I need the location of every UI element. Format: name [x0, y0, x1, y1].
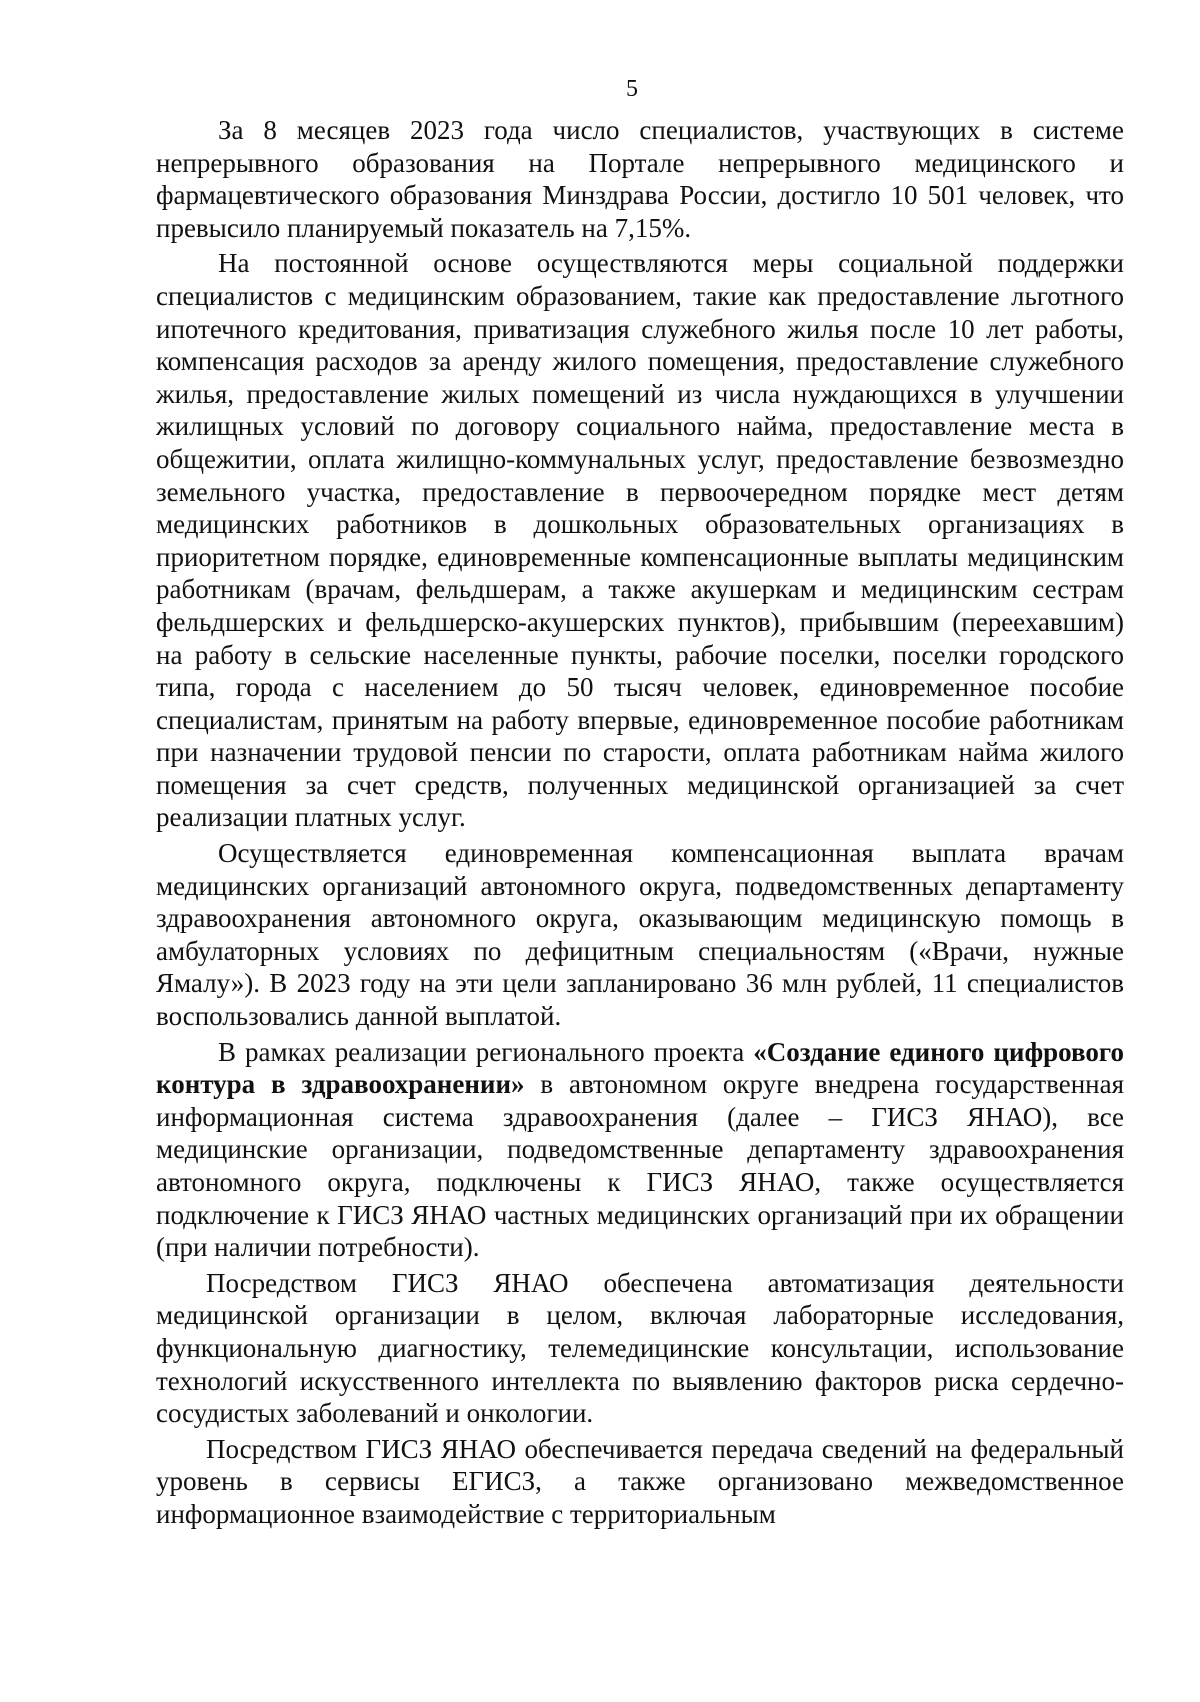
paragraph-data-transfer: Посредством ГИСЗ ЯНАО обеспечивается передача сведений на федеральный уровень в сервисы ЕГИСЗ, а также организовано межведомственное информационное взаимодействие с территориальным: [156, 1433, 1124, 1529]
regional-project-title: «Создание единого цифрового контура в здравоохранении»: [156, 1036, 1124, 1100]
document-body: [156, 114, 1124, 1531]
regional-project-intro: В рамках реализации регионального проекта: [218, 1036, 754, 1067]
paragraph-automation: Посредством ГИСЗ ЯНАО обеспечена автоматизация деятельности медицинской организации в целом, включая лабораторные исследования, функциональную диагностику, телемедицинские консультации, использование технологий искусственного интеллекта по выявлению факторов риска сердечно-сосудистых заболеваний и онкологии.: [156, 1267, 1124, 1429]
regional-project-details: в автономном округе внедрена государственная информационная система здравоохранения (далее – ГИСЗ ЯНАО), все медицинские организации, подведомственные департаменту здравоохранения автономного округа, подключены к ГИСЗ ЯНАО, также осуществляется подключение к ГИСЗ ЯНАО частных медицинских организаций при их обращении (при наличии потребности).: [156, 1069, 1124, 1263]
paragraph-social-support: На постоянной основе осуществляются меры социальной поддержки специалистов с медицинским образованием, такие как предоставление льготного ипотечного кредитования, приватизация служебного жилья после 10 лет работы, компенсация расходов за аренду жилого помещения, предоставление служебного жилья, предоставление жилых помещений из числа нуждающихся в улучшении жилищных условий по договору социального найма, предоставление места в общежитии, оплата жилищно-коммунальных услуг, предоставление безвозмездно земельного участка, предоставление в первоочередном порядке мест детям медицинских работников в дошкольных образовательных организациях в приоритетном порядке, единовременные компенсационные выплаты медицинским работникам (врачам, фельдшерам, а также акушеркам и медицинским сестрам фельдшерских и фельдшерско-акушерских пунктов), прибывшим (переехавшим) на работу в сельские населенные пункты, рабочие поселки, поселки городского типа, города с населением до 50 тысяч человек, единовременное пособие специалистам, принятым на работу впервые, единовременное пособие работникам при назначении трудовой пенсии по старости, оплата работникам найма жилого помещения за счет средств, полученных медицинской организацией за счет реализации платных услуг.: [156, 248, 1124, 833]
paragraph-regional-project: [156, 1036, 1124, 1264]
paragraph-compensation-payment: Осуществляется единовременная компенсационная выплата врачам медицинских организаций автономного округа, подведомственных департаменту здравоохранения автономного округа, оказывающим медицинскую помощь в амбулаторных условиях по дефицитным специальностям («Врачи, нужные Ямалу»). В 2023 году на эти цели запланировано 36 млн рублей, 11 специалистов воспользовались данной выплатой.: [156, 838, 1124, 1032]
page-number: 5: [626, 76, 638, 102]
paragraph-continuing-education: За 8 месяцев 2023 года число специалистов, участвующих в системе непрерывного образования на Портале непрерывного медицинского и фармацевтического образования Минздрава России, достигло 10 501 человек, что превысило планируемый показатель на 7,15%.: [156, 115, 1124, 243]
